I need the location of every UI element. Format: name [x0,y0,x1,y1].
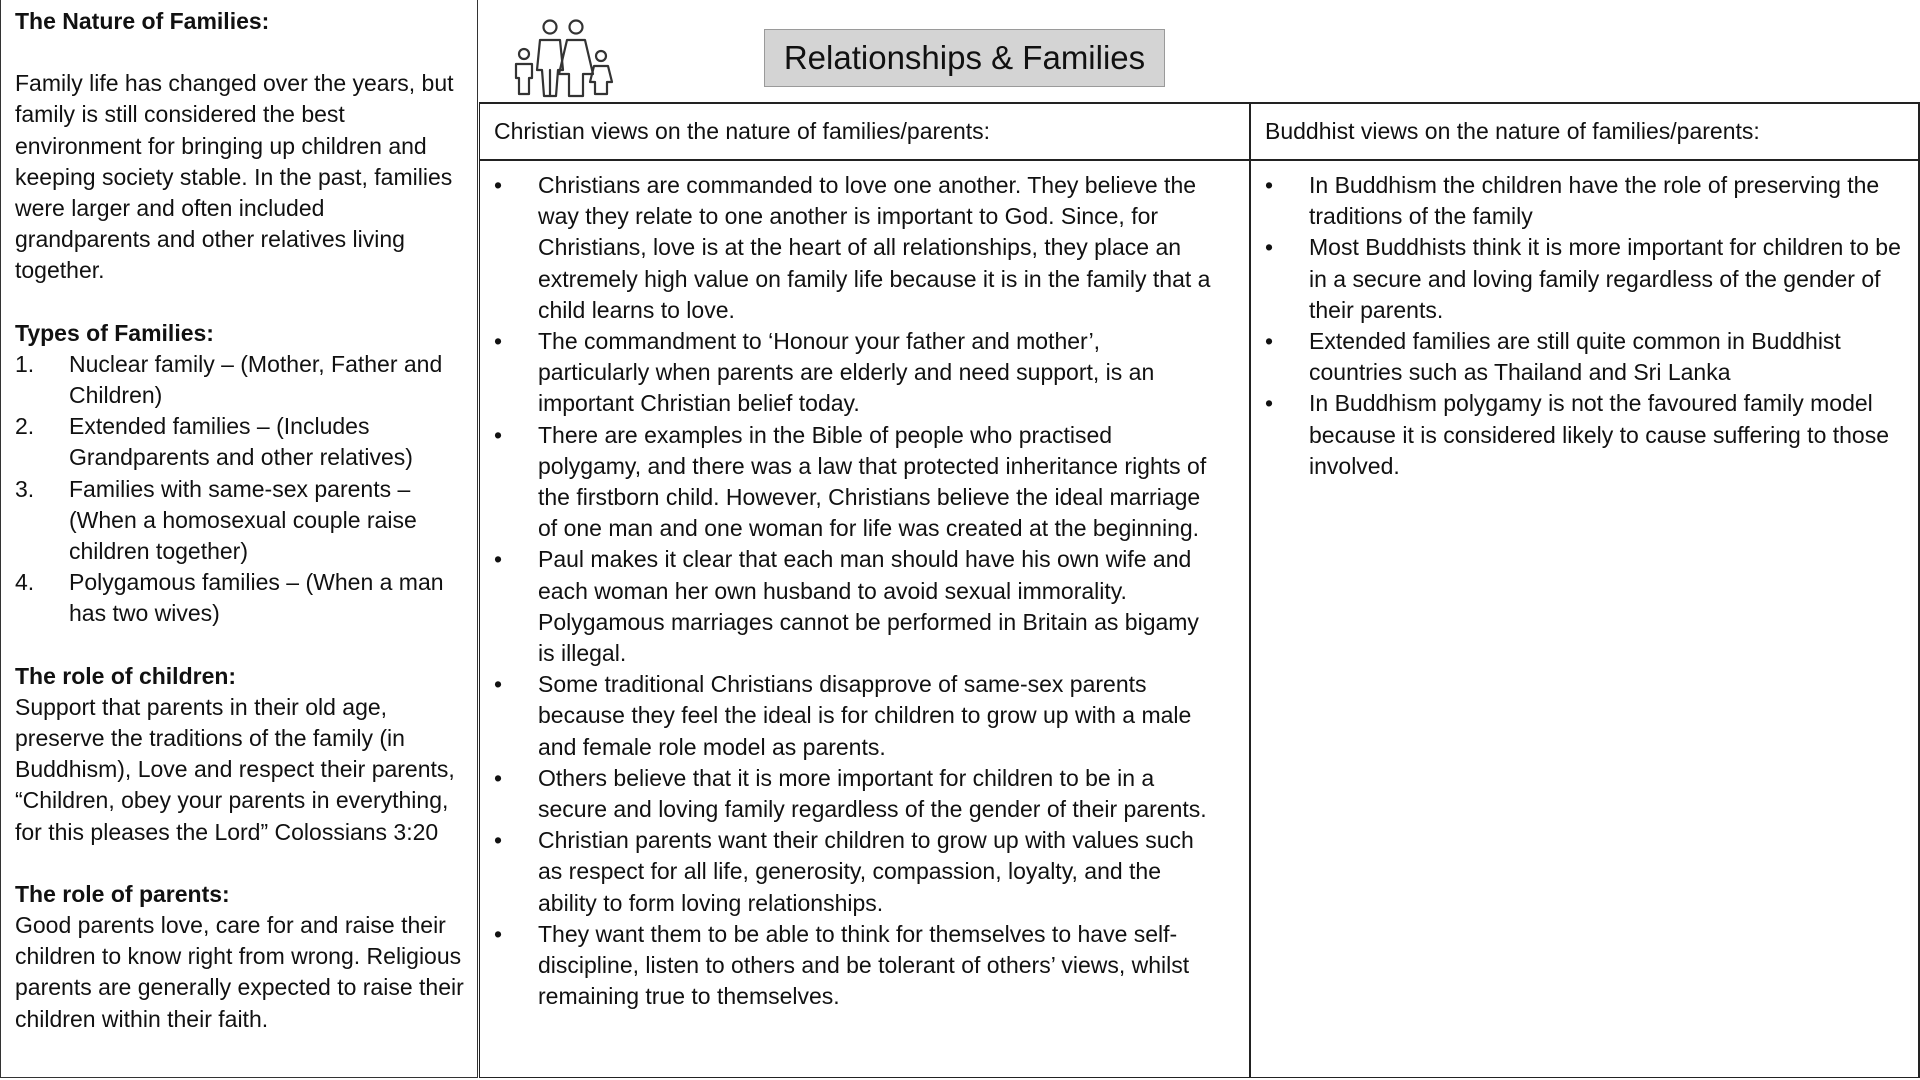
buddhist-points [1265,170,1905,482]
list-number: 2. [15,413,35,440]
list-text: Polygamous families – (When a man has two wives) [69,569,444,627]
list-item: • Christians are commanded to love one another. They believe the way they relate to one another is important to God. Since, for Christians, love is at the heart of all relationships, they place an extremely high value on family life because it is in the family that a child learns to love. [494,170,1216,326]
list-number: 1. [15,350,35,377]
list-text: Nuclear family – (Mother, Father and Children) [69,350,443,409]
list-item: • In Buddhism polygamy is not the favoured family model because it is considered likely to cause suffering to those involved. [1265,388,1905,482]
list-item [15,411,465,473]
children-heading: The role of children: [15,662,237,689]
views-table [479,102,1920,1078]
christian-column [494,170,1216,1012]
list-item: • There are examples in the Bible of people who practised polygamy, and there was a law that protected inheritance rights of the firstborn child. However, Christians believe the ideal marriage of one man and one woman for life was created at the beginning. [494,420,1216,545]
left-panel [0,0,478,1078]
buddhist-column [1265,170,1905,482]
list-item [15,349,465,411]
column-divider [1249,104,1251,1077]
list-item: • Most Buddhists think it is more important for children to be in a secure and loving family regardless of the gender of their parents. [1265,232,1905,326]
christian-heading: Christian views on the nature of families/parents: [494,118,991,144]
types-heading: Types of Families: [15,319,214,346]
buddhist-heading: Buddhist views on the nature of families/parents: [1265,118,1760,144]
christian-points [494,170,1216,1012]
list-item: • Others believe that it is more important for children to be in a secure and loving family regardless of the gender of their parents. [494,763,1216,825]
list-number: 4. [15,569,35,596]
types-list [15,349,465,630]
list-item [15,474,465,568]
page-title: Relationships & Families [764,29,1165,87]
list-item: • They want them to be able to think for themselves to have self-discipline, listen to others and be tolerant of others’ views, whilst remaining true to themselves. [494,919,1216,1013]
list-item [15,567,465,629]
family-icon [510,18,616,98]
list-number: 3. [15,475,35,502]
list-item: • Paul makes it clear that each man should have his own wife and each woman her own husband to avoid sexual immorality. Polygamous marriages cannot be performed in Britain as bigamy is illegal. [494,544,1216,669]
list-item: • In Buddhism the children have the role of preserving the traditions of the family [1265,170,1905,232]
nature-text: Family life has changed over the years, but family is still considered the best environment for bringing up children and keeping society stable. In the past, families were larger and often included grandparents and other relatives living together. [15,70,454,284]
list-item: • Christian parents want their children to grow up with values such as respect for all life, generosity, compassion, loyalty, and the ability to form loving relationships. [494,825,1216,919]
header-divider [480,159,1918,161]
children-text: Support that parents in their old age, preserve the traditions of the family (in Buddhism), Love and respect their parents, “Children, obey your parents in everything, for this pleases the Lord” Colossians 3:20 [15,693,455,845]
list-item: • The commandment to ‘Honour your father and mother’, particularly when parents are elderly and need support, is an important Christian belief today. [494,326,1216,420]
parents-text: Good parents love, care for and raise their children to know right from wrong. Religious parents are generally expected to raise their children within their faith. [15,912,464,1032]
list-item: • Some traditional Christians disapprove of same-sex parents because they feel the ideal is for children to grow up with a male and female role model as parents. [494,669,1216,763]
list-text: Extended families – (Includes Grandparents and other relatives) [69,413,413,471]
list-item: • Extended families are still quite common in Buddhist countries such as Thailand and Sri Lanka [1265,326,1905,388]
nature-heading: The Nature of Families: [15,8,270,34]
list-text: Families with same-sex parents – (When a homosexual couple raise children together) [69,475,417,565]
parents-heading: The role of parents: [15,880,230,907]
